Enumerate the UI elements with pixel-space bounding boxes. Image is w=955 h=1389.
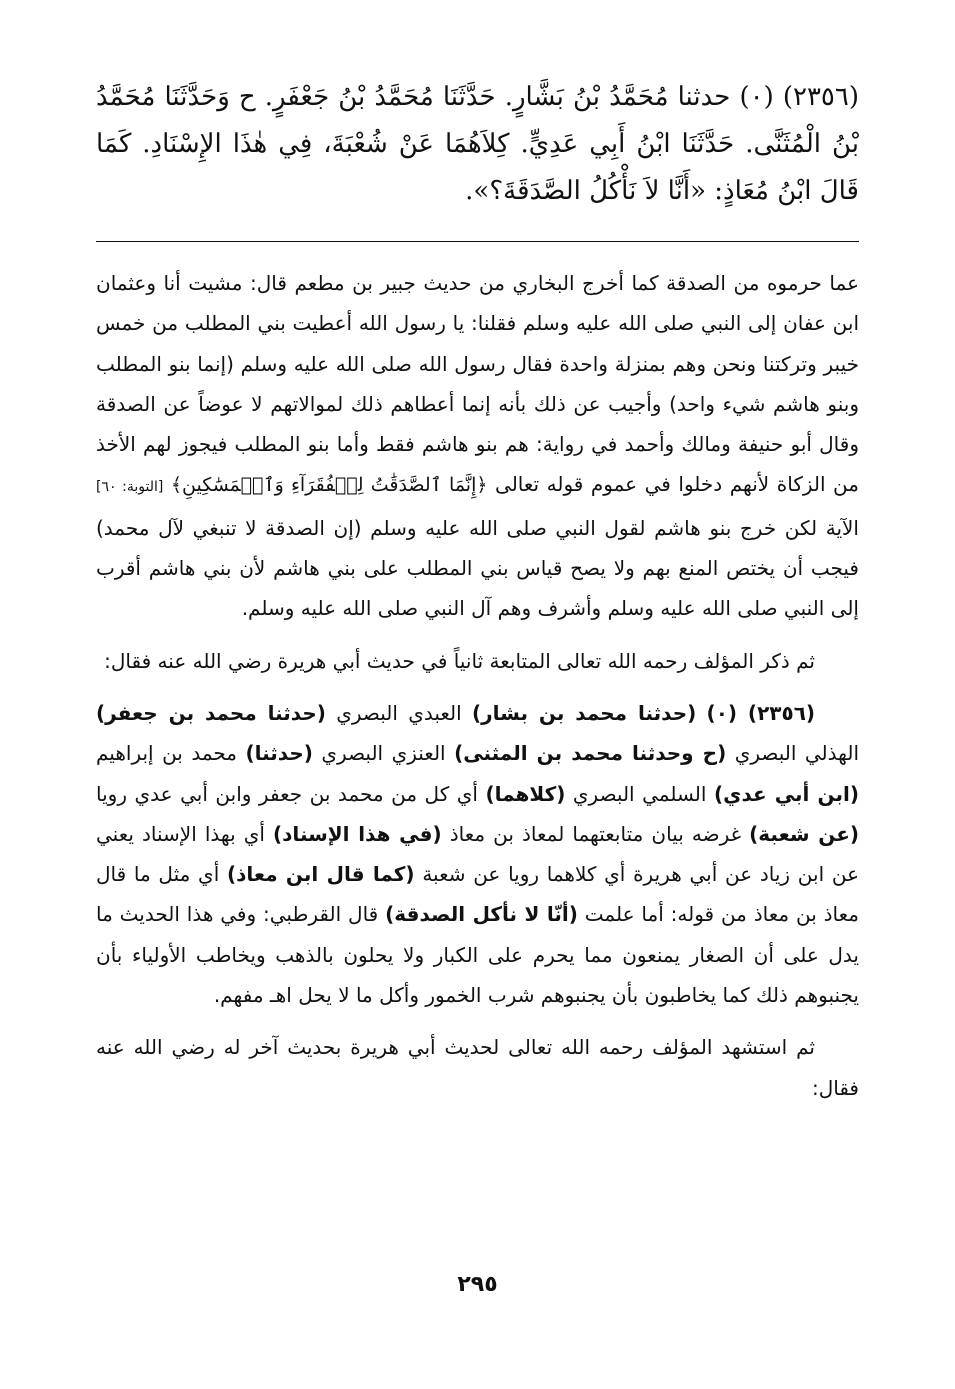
hadith-line: (٢٣٥٦) (٠) حدثنا مُحَمَّدُ بْنُ بَشَّارٍ. حَدَّثَنَا مُحَمَّدُ بْنُ جَعْفَرٍ. ح وَحَدَّثَنَا مُحَمَّدُ بْنُ الْمُثَنَّى. حَدَّثَنَا ابْنُ أَبِي عَدِيٍّ. كِلاَهُمَا عَنْ شُعْبَةَ، فِي هٰذَا الإِسْنَادِ. كَمَا قَالَ ابْنُ مُعَاذٍ: «أَنَّا لاَ نَأْكُلُ الصَّدَقَةَ؟». [96, 82, 859, 206]
paragraph-text: غرضه بيان متابعتهما لمعاذ بن معاذ [449, 821, 742, 846]
quran-reference: [التوبة: ٦٠] [96, 479, 164, 496]
quoted-text: (ح وحدثنا محمد بن المثنى) [454, 741, 727, 766]
paragraph-text: العبدي البصري [336, 700, 462, 725]
commentary-paragraph-4 [96, 1027, 859, 1108]
paragraph-text: أي كل من محمد بن جعفر وابن أبي عدي رويا [96, 781, 478, 806]
commentary [96, 263, 859, 1108]
quoted-text: (في هذا الإسناد) [273, 821, 442, 846]
paragraph-text: أي بهذا الإسناد يعني عن ابن زياد عن أبي هريرة أي كلاهما رويا عن شعبة [96, 821, 860, 887]
quran-verse: ﴿إِنَّمَا ٱلصَّدَقَٰتُ لِلۡفُقَرَآءِ وَٱلۡمَسَٰكِينِ﴾ [170, 474, 488, 497]
paragraph-text: عما حرموه من الصدقة كما أخرج البخاري من حديث جبير بن مطعم قال: مشيت أنا وعثمان ابن عفان إلى النبي صلى الله عليه وسلم فقلنا: يا رسول الله أعطيت بني المطلب من خمس خيبر وتركتنا ونحن وهم بمنزلة واحدة فقال رسول الله صلى الله عليه وسلم (إنما بنو المطلب وبنو هاشم شيء واحد) وأجيب عن ذلك بأنه إنما أعطاهم ذلك لموالاتهم لا عوضاً عن الصدقة وقال أبو حنيفة ومالك وأحمد في رواية: هم بنو هاشم فقط وأما بنو المطلب فيجوز لهم الأخذ من الزكاة لأنهم دخلوا في عموم قوله تعالى [96, 271, 859, 497]
quoted-text: (حدثنا محمد بن بشار) [472, 700, 697, 725]
paragraph-text: محمد بن إبراهيم [96, 741, 238, 766]
commentary-paragraph-2 [96, 641, 859, 681]
paragraph-text: الآية لكن خرج بنو هاشم لقول النبي صلى الله عليه وسلم (إن الصدقة لا تنبغي لآل محمد) فيجب أن يختص المنع بهم ولا يصح قياس بني المطلب على بني هاشم لأن بني هاشم أقرب إلى النبي صلى الله عليه وسلم وأشرف وهم آل النبي صلى الله عليه وسلم. [96, 515, 859, 621]
quoted-text: (حدثنا محمد بن جعفر) [96, 700, 326, 725]
paragraph-text: أي مثل ما قال معاذ بن معاذ من قوله: أما علمت [96, 862, 859, 927]
paragraph-text: ثم استشهد المؤلف رحمه الله تعالى لحديث أبي هريرة بحديث آخر له رضي الله عنه فقال: [96, 1035, 859, 1100]
paragraph-text: ثم ذكر المؤلف رحمه الله تعالى المتابعة ثانياً في حديث أبي هريرة رضي الله عنه فقال: [104, 648, 815, 673]
quoted-text: (عن شعبة) [749, 821, 860, 846]
paragraph-text: الهذلي البصري [734, 741, 860, 766]
commentary-paragraph-3 [96, 693, 859, 1015]
page-number: ٢٩٥ [457, 1272, 498, 1297]
quoted-text: (كما قال ابن معاذ) [227, 862, 415, 887]
paragraph-text: قال القرطبي: وفي هذا الحديث ما يدل على أن الصغار يمنعون مما يحرم على الكبار ولا يحلون بالذهب ويخاطب الأولياء بأن يجنبوهم ذلك كما يخاطبون بأن يجنبوهم شرب الخمور وأكل ما لا يحل اهـ مفهم. [96, 902, 859, 1008]
footnote-divider [96, 241, 859, 242]
commentary-paragraph-1 [96, 263, 859, 629]
paragraph-text: السلمي البصري [572, 781, 707, 806]
quoted-text: (كلاهما) [485, 781, 566, 806]
paragraph-text: العنزي البصري [321, 741, 446, 766]
hadith-number: (٢٣٥٦) (٠) [706, 700, 816, 725]
quoted-text: (ابن أبي عدي) [713, 781, 859, 806]
quoted-text: (أنّا لا نأكل الصدقة) [385, 902, 578, 927]
quoted-text: (حدثنا) [245, 741, 313, 766]
hadith-text [96, 74, 859, 215]
